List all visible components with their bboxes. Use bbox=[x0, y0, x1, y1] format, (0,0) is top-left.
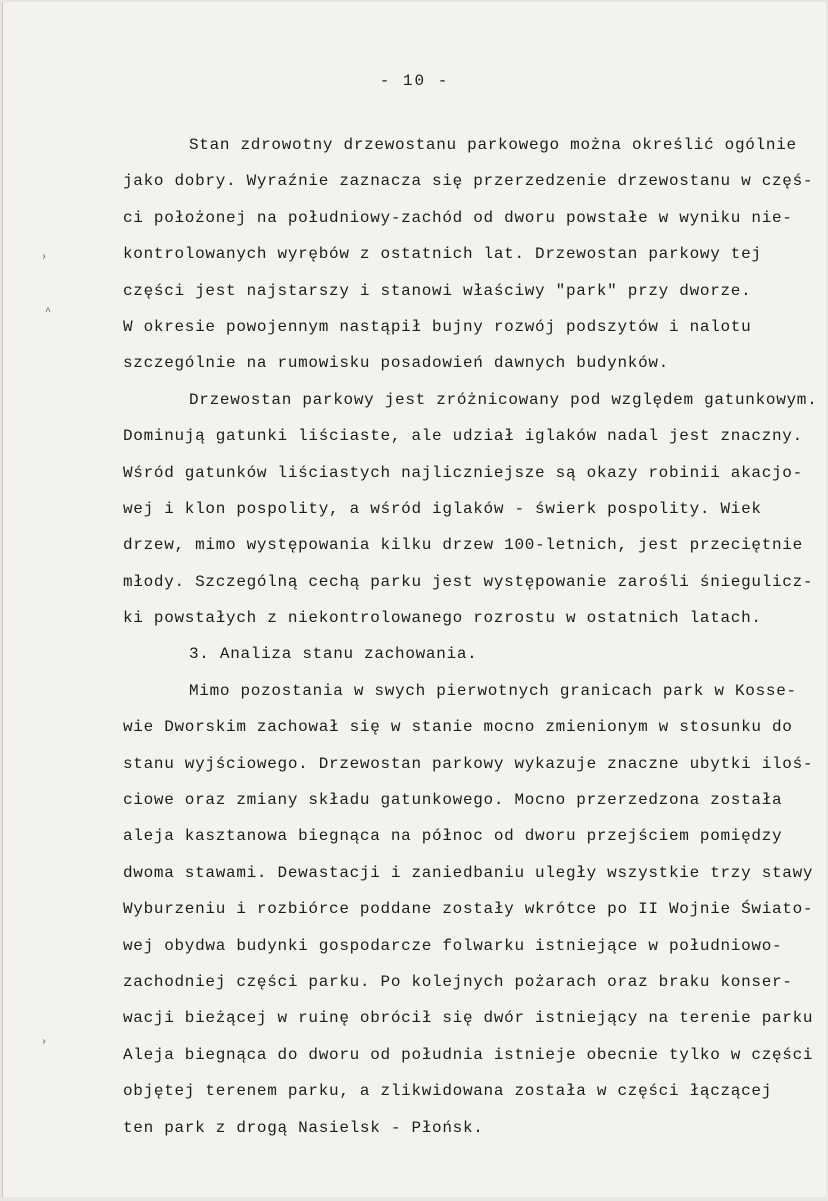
text-line: W okresie powojennym nastąpił bujny rozwój podszytów i nalotu bbox=[123, 317, 752, 336]
text-line: ciowe oraz zmiany składu gatunkowego. Mocno przerzedzona została bbox=[123, 791, 783, 810]
text-line: Dominują gatunki liściaste, ale udział iglaków nadal jest znaczny. bbox=[123, 427, 803, 446]
text-line: ten park z drogą Nasielsk - Płońsk. bbox=[123, 1118, 484, 1137]
text-line: dwoma stawami. Dewastacji i zaniedbaniu uległy wszystkie trzy stawy bbox=[123, 863, 814, 882]
text-line: aleja kasztanowa biegnąca na północ od dworu przejściem pomiędzy bbox=[123, 827, 783, 846]
text-line: ci położonej na południowy-zachód od dworu powstałe w wyniku nie- bbox=[123, 208, 793, 227]
document-page bbox=[2, 2, 826, 1197]
text-line: Aleja biegnąca do dworu od południa istnieje obecnie tylko w części bbox=[123, 1045, 814, 1064]
text-line: wej i klon pospolity, a wśród iglaków - świerk pospolity. Wiek bbox=[123, 499, 762, 518]
margin-mark: ^ bbox=[45, 307, 52, 318]
text-line: części jest najstarszy i stanowi właściwy "park" przy dworze. bbox=[123, 281, 752, 300]
text-line: ki powstałych z niekontrolowanego rozrostu w ostatnich latach. bbox=[123, 609, 762, 628]
text-line: Mimo pozostania w swych pierwotnych granicach park w Kosse- bbox=[189, 681, 797, 700]
text-line: wej obydwa budynki gospodarcze folwarku istniejące w południowo- bbox=[123, 936, 783, 955]
text-line: wacji bieżącej w ruinę obrócił się dwór istniejący na terenie parku bbox=[123, 1009, 814, 1028]
text-line: 3. Analiza stanu zachowania. bbox=[189, 645, 478, 664]
text-line: stanu wyjściowego. Drzewostan parkowy wykazuje znaczne ubytki iloś- bbox=[123, 754, 814, 773]
text-line: szczególnie na rumowisku posadowień dawnych budynków. bbox=[123, 354, 669, 373]
text-line: Stan zdrowotny drzewostanu parkowego można określić ogólnie bbox=[189, 136, 797, 154]
margin-mark: › bbox=[41, 1037, 48, 1048]
text-line: kontrolowanych wyrębów z ostatnich lat. Drzewostan parkowy tej bbox=[123, 245, 762, 264]
text-line: drzew, mimo występowania kilku drzew 100-letnich, jest przeciętnie bbox=[123, 536, 803, 555]
text-line: Drzewostan parkowy jest zróżnicowany pod względem gatunkowym. bbox=[189, 390, 818, 409]
margin-mark: › bbox=[41, 252, 48, 263]
text-line: objętej terenem parku, a zlikwidowana została w części łączącej bbox=[123, 1082, 772, 1101]
text-line: młody. Szczególną cechą parku jest występowanie zarośli śniegulicz- bbox=[123, 572, 814, 591]
text-line: wie Dworskim zachował się w stanie mocno zmienionym w stosunku do bbox=[123, 718, 793, 737]
text-line: zachodniej części parku. Po kolejnych pożarach oraz braku konser- bbox=[123, 972, 793, 991]
text-line: jako dobry. Wyraźnie zaznacza się przerzedzenie drzewostanu w częś- bbox=[123, 172, 814, 191]
body-text bbox=[123, 127, 823, 1146]
text-line: Wyburzeniu i rozbiórce poddane zostały wkrótce po II Wojnie Świato- bbox=[123, 900, 814, 919]
text-line: Wśród gatunków liściastych najliczniejsze są okazy robinii akacjo- bbox=[123, 463, 803, 482]
page-number: - 10 - bbox=[379, 72, 450, 90]
